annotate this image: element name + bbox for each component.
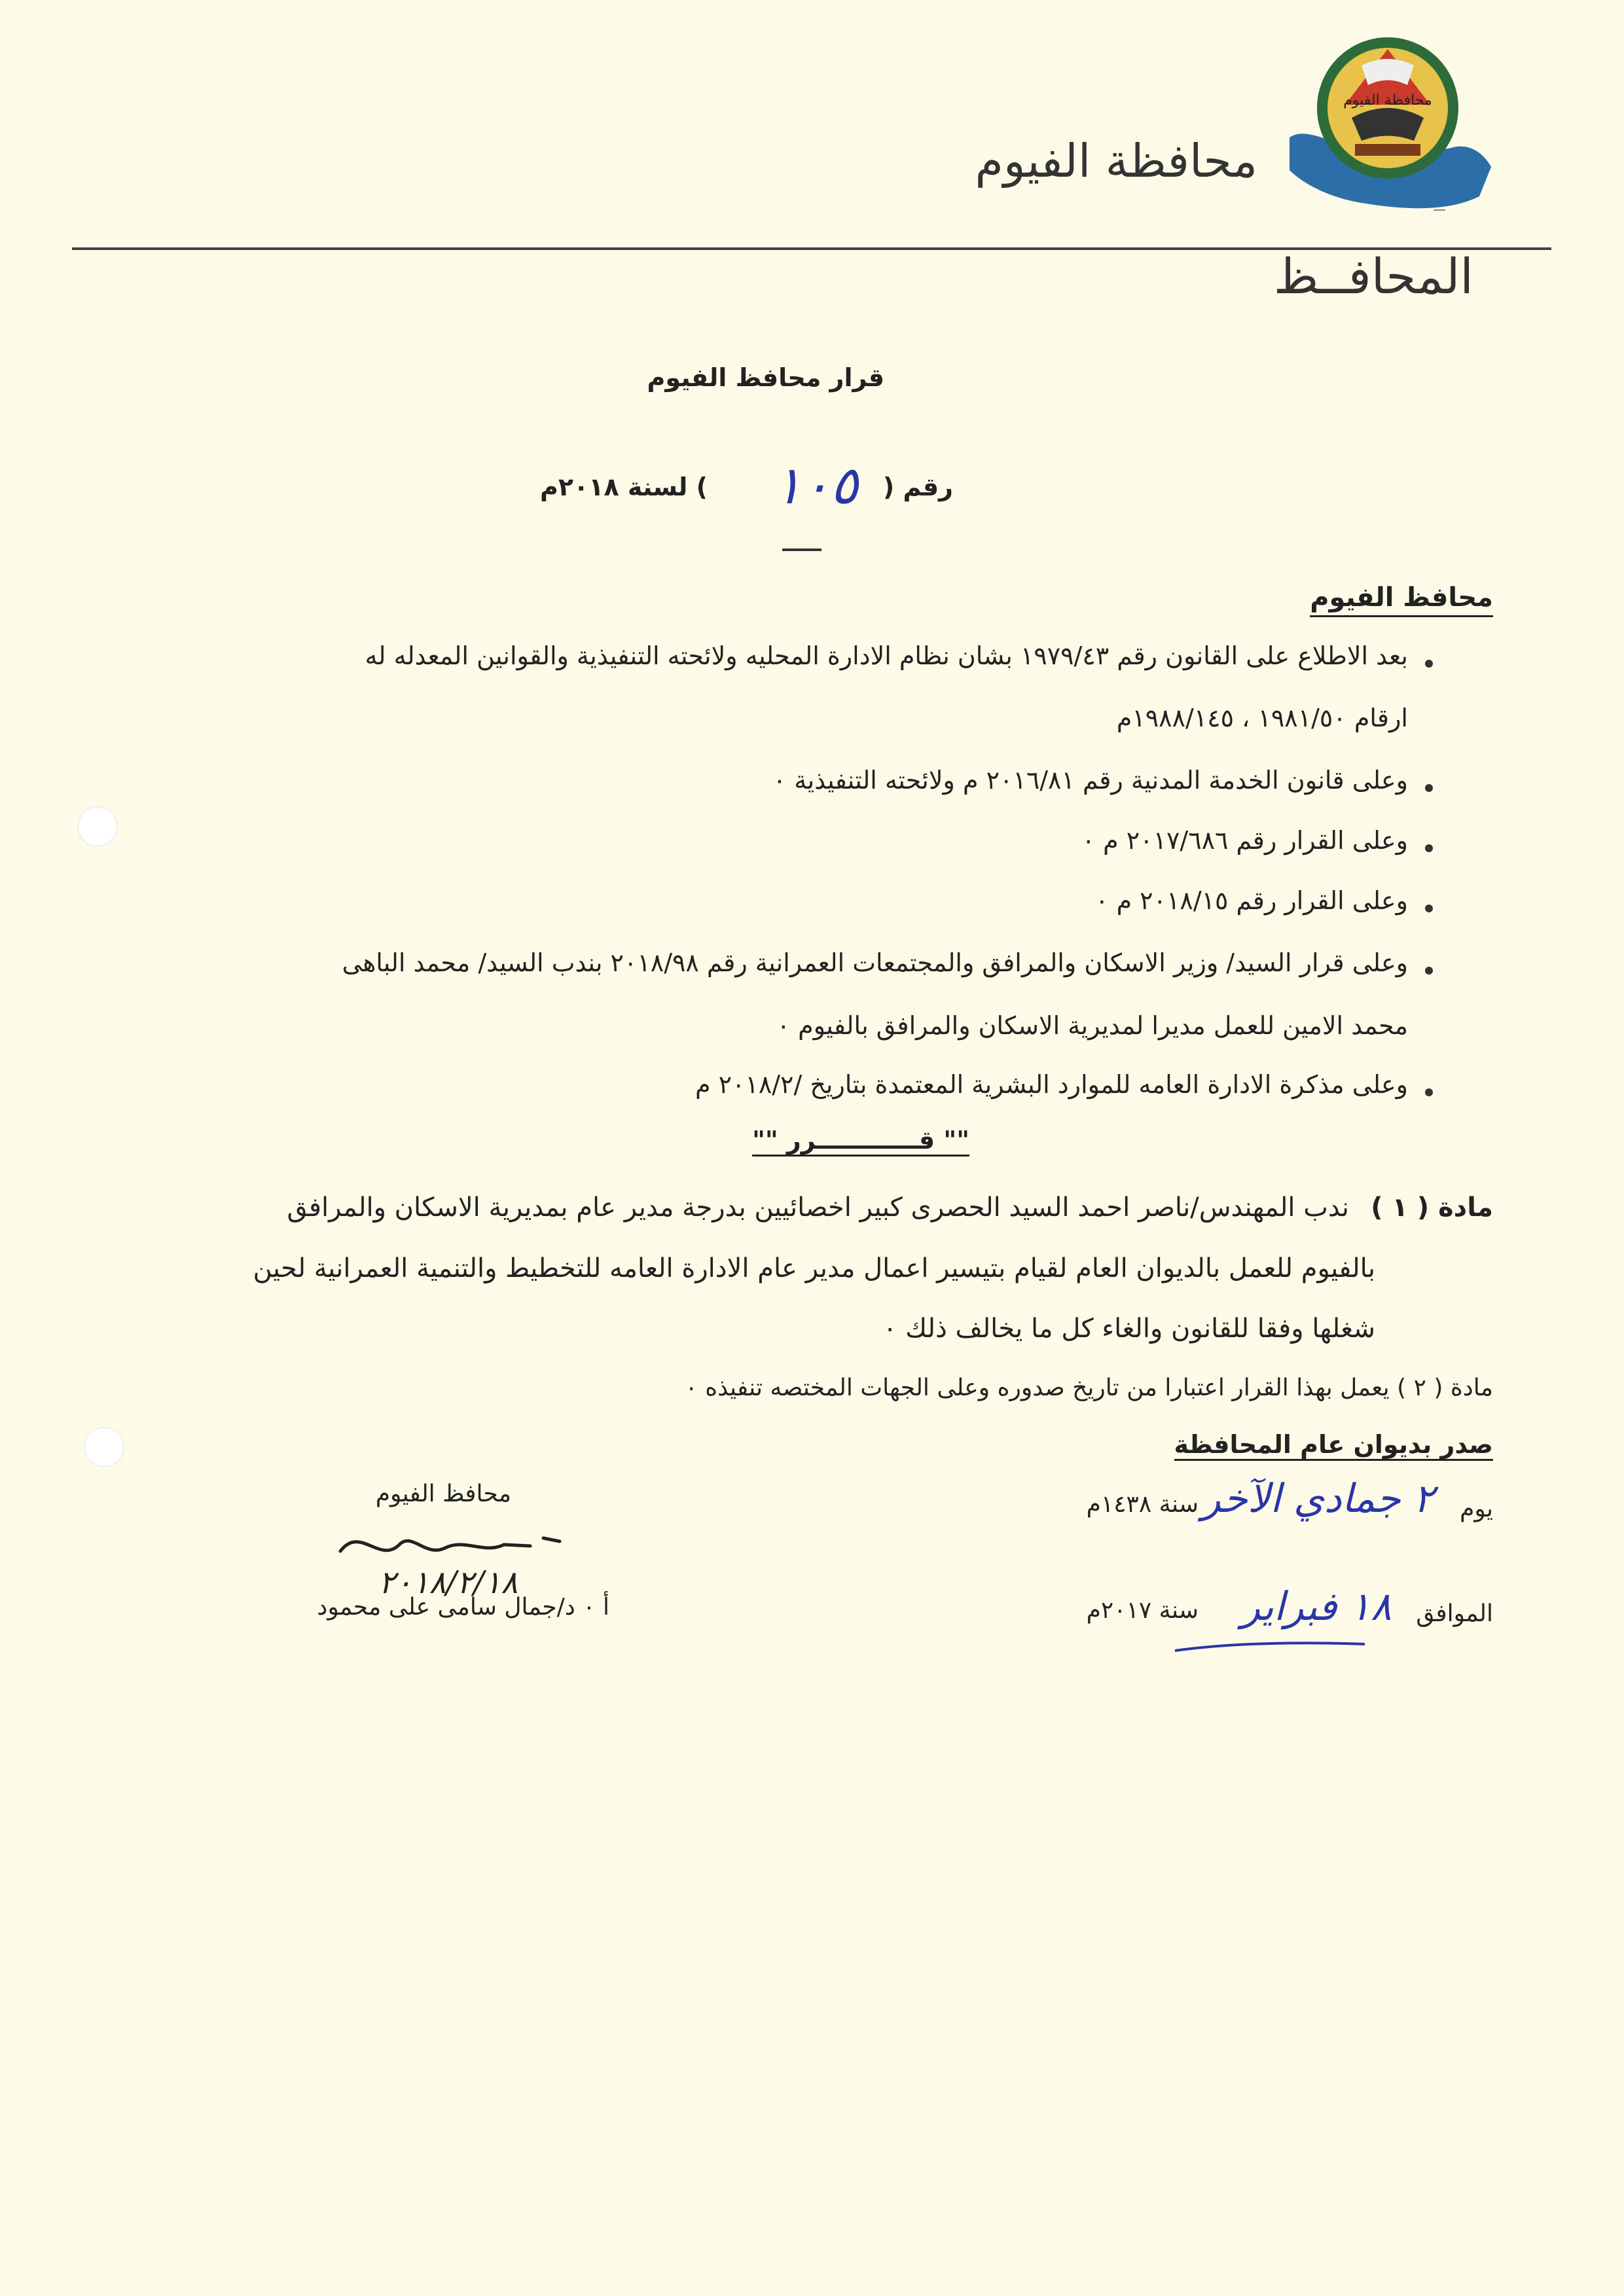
bullet — [1425, 967, 1433, 975]
decision-title: قرار محافظ الفيوم — [647, 363, 884, 392]
resolution-heading: "" قــــــــــــرر "" — [752, 1126, 969, 1157]
issuance-hijri-year: سنة ١٤٣٨م — [1086, 1491, 1199, 1518]
decision-number-prefix: رقم ( — [882, 473, 953, 501]
preamble-line: ارقام ١٩٨١/٥٠ ، ١٩٨٨/١٤٥م — [1116, 704, 1408, 732]
decision-number-suffix: ) لسنة ٢٠١٨م — [540, 473, 708, 501]
preamble-line: وعلى القرار رقم ٢٠١٨/١٥ م ٠ — [1095, 886, 1408, 915]
punch-hole — [77, 806, 118, 847]
bullet — [1425, 660, 1433, 668]
signature-title: محافظ الفيوم — [375, 1480, 511, 1507]
article1-line: شغلها وفقا للقانون والغاء كل ما يخالف ذلك ٠ — [882, 1314, 1375, 1344]
title-dash — [782, 548, 821, 551]
date-underline-stroke — [1172, 1636, 1368, 1659]
article1-line: ندب المهندس/ناصر احمد السيد الحصرى كبير اخصائيين بدرجة مدير عام بمديرية الاسكان والمرافق — [287, 1193, 1349, 1223]
issuance-date-handwritten: ١٨ فبراير — [1241, 1584, 1392, 1630]
issuance-greg-year: سنة ٢٠١٧م — [1086, 1597, 1199, 1624]
signature-name: أ ٠ د/جمال سامى على محمود — [317, 1594, 609, 1621]
preamble-line: وعلى مذكرة الادارة العامه للموارد البشرية المعتمدة بتاريخ /٢٠١٨/٢ م — [695, 1070, 1408, 1099]
bullet — [1425, 784, 1433, 792]
preamble-line: وعلى القرار رقم ٢٠١٧/٦٨٦ م ٠ — [1081, 826, 1408, 855]
governorate-logo — [1283, 26, 1492, 216]
office-title: المحافــظ — [1273, 249, 1473, 305]
preamble-line: وعلى قرار السيد/ وزير الاسكان والمرافق والمجتمعات العمرانية رقم ٢٠١٨/٩٨ بندب السيد/ محمد الباهى — [342, 948, 1408, 977]
bullet — [1425, 1088, 1433, 1096]
signature-handwritten-date: ٢٠١٨/٢/١٨ — [378, 1564, 518, 1601]
header-rule-tick — [1434, 209, 1445, 211]
logo-text: محافظة الفيوم — [1343, 92, 1432, 109]
decision-number-value: ١٠٥ — [774, 455, 858, 516]
article2: مادة ( ٢ ) يعمل بهذا القرار اعتبارا من تاريخ صدوره وعلى الجهات المختصه تنفيذه ٠ — [685, 1374, 1493, 1401]
preamble-heading: محافظ الفيوم — [1310, 583, 1493, 617]
article1-label: مادة ( ١ ) — [1371, 1193, 1493, 1223]
issuance-day-handwritten: ٢ جمادي الآخر — [1201, 1476, 1434, 1522]
preamble-line: وعلى قانون الخدمة المدنية رقم ٢٠١٦/٨١ م ولائحته التنفيذية ٠ — [772, 766, 1408, 795]
preamble-line: بعد الاطلاع على القانون رقم ١٩٧٩/٤٣ بشان نظام الادارة المحليه ولائحته التنفيذية والقوانين المعدله له — [365, 641, 1408, 670]
issuance-corresponding-label: الموافق — [1416, 1600, 1493, 1627]
punch-hole — [84, 1427, 124, 1467]
preamble-line: محمد الامين للعمل مديرا لمديرية الاسكان والمرافق بالفيوم ٠ — [776, 1011, 1408, 1040]
bullet — [1425, 905, 1433, 912]
issuance-day-label: يوم — [1460, 1496, 1493, 1522]
bullet — [1425, 844, 1433, 852]
governorate-name: محافظة الفيوم — [975, 134, 1257, 188]
article1-line: بالفيوم للعمل بالديوان العام لقيام بتيسير اعمال مدير عام الادارة العامه للتخطيط والتنمية العمرانية لحين — [253, 1253, 1375, 1283]
issuance-heading: صدر بديوان عام المحافظة — [1174, 1430, 1493, 1461]
